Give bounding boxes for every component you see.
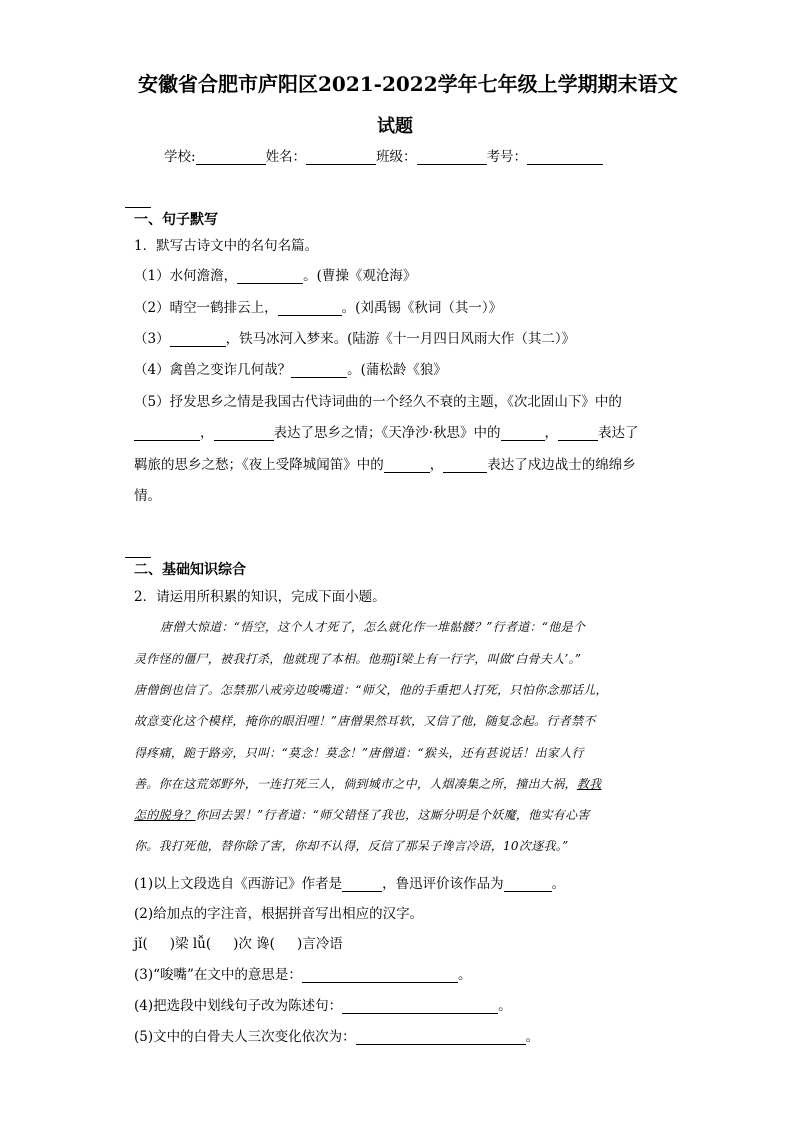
- comma-1: ，: [200, 425, 214, 441]
- school-field[interactable]: [196, 150, 266, 165]
- passage-line-6: [134, 775, 601, 792]
- q1-item-5-blank-1[interactable]: [134, 426, 200, 441]
- passage-line-7-text: 你回去罢！”行者道：“师父错怪了我也，这厮分明是个妖魔，他实有心害: [195, 808, 590, 822]
- q1-item-5-line3: [134, 453, 636, 473]
- sub-question-4: [134, 994, 512, 1014]
- section1-heading: 一、句子默写: [134, 212, 218, 228]
- sub-question-4-text: (4)把选段中划线句子改为陈述句：: [134, 998, 343, 1014]
- section2-heading: 二、基础知识综合: [134, 562, 246, 578]
- q1-item-5-text-2: 表达了思乡之情；《天净沙·秋思》中的: [273, 425, 501, 441]
- q1-item-3: [134, 327, 575, 347]
- q1-item-5-blank-2[interactable]: [214, 426, 274, 441]
- number-label: 考号：: [486, 149, 528, 165]
- sub-question-5: [134, 1025, 539, 1045]
- passage-line-2: 灵作怪的僵尸，被我打杀，他就现了本相。他那jǐ梁上有一行字，叫做‘白骨夫人’。”: [134, 652, 582, 666]
- q1-item-5-line4: 情。: [134, 488, 161, 504]
- q1-item-3-blank[interactable]: [170, 332, 226, 347]
- sub-question-1-text-2: ，鲁迅评价该作品为: [382, 876, 504, 892]
- sub-question-3-blank[interactable]: [302, 968, 458, 983]
- q1-item-4-source: 。(蒲松龄《狼》: [347, 362, 447, 378]
- student-info-line: [164, 145, 603, 165]
- q1-item-1-blank[interactable]: [237, 269, 303, 284]
- comma-3: ，: [429, 457, 444, 473]
- q1-item-2: [134, 296, 502, 316]
- q1-item-5-text-3: 表达了: [598, 425, 639, 441]
- underlined-sentence-part-1: 教我: [576, 777, 602, 791]
- q1-item-5-line2: [134, 421, 639, 441]
- sub-question-3-end: 。: [457, 967, 472, 983]
- passage-line-6-text: 善。你在这荒郊野外，一连打死三人，倘到城市之中，人烟凑集之所，撞出大祸，: [134, 777, 577, 791]
- sub-question-5-blank[interactable]: [356, 1030, 526, 1045]
- name-label: 姓名：: [265, 149, 307, 165]
- q1-item-5-blank-5[interactable]: [384, 458, 430, 473]
- sub-question-5-text: (5)文中的白骨夫人三次变化依次为：: [134, 1029, 356, 1045]
- sub-question-5-end: 。: [525, 1029, 540, 1045]
- q1-item-2-source: 。(刘禹锡《秋词（其一）》: [341, 300, 503, 316]
- section1-divider: [125, 207, 151, 208]
- q1-item-5-text-5: 表达了戍边战士的绵绵乡: [487, 457, 636, 473]
- pinyin-ji: jǐ(: [134, 936, 148, 952]
- section2-divider: [125, 557, 151, 558]
- page-title-line2: 试题: [377, 116, 413, 137]
- char-chan: )次 谗(: [233, 936, 275, 952]
- q1-item-5-blank-4[interactable]: [558, 426, 598, 441]
- passage-line-5: 得疼痛，跪于路旁，只叫：“莫念！莫念！”唐僧道：“猴头，还有甚说话！出家人行: [134, 746, 584, 760]
- q1-item-3-source: ，铁马冰河入梦来。(陆游《十一月四日风雨大作（其二）》: [225, 331, 576, 347]
- q1-item-5-blank-6[interactable]: [443, 458, 487, 473]
- question-2: 2．请运用所积累的知识，完成下面小题。: [134, 589, 386, 605]
- class-label: 班级：: [376, 149, 417, 165]
- number-field[interactable]: [527, 150, 603, 165]
- sub-question-1-blank-1[interactable]: [342, 877, 382, 892]
- sub-question-4-blank[interactable]: [342, 999, 498, 1014]
- sub-question-1: [134, 872, 565, 892]
- sub-question-3: [134, 963, 471, 983]
- school-label: 学校:: [164, 149, 196, 165]
- q1-item-5-line1: （5）抒发思乡之情是我国古代诗词曲的一个经久不衰的主题，《次北固山下》中的: [134, 394, 622, 410]
- q1-item-4: [134, 358, 447, 378]
- passage-line-1: 唐僧大惊道：“悟空，这个人才死了，怎么就化作一堆骷髅？”行者道：“他是个: [160, 620, 586, 634]
- comma-2: ，: [544, 425, 559, 441]
- q1-item-4-blank[interactable]: [291, 363, 347, 378]
- sub-question-1-text: (1)以上文段选自《西游记》作者是: [134, 876, 343, 892]
- sub-question-1-blank-2[interactable]: [504, 877, 552, 892]
- q1-item-3-text: （3）: [134, 331, 170, 347]
- class-field[interactable]: [417, 150, 487, 165]
- q1-item-1-text: （1）水何澹澹，: [134, 268, 238, 284]
- name-field[interactable]: [306, 150, 376, 165]
- passage-line-3: 唐僧倒也信了。怎禁那八戒旁边唆嘴道：“师父，他的手重把人打死，只怕你念那话儿，: [134, 683, 608, 697]
- pinyin-lu: )梁 lǚ(: [169, 936, 212, 952]
- passage-line-7: [134, 806, 590, 823]
- sub-question-2: (2)给加点的字注音，根据拼音写出相应的汉字。: [134, 906, 424, 922]
- passage-line-8: 你。我打死他，替你除了害，你却不认得，反信了那呆子谗言冷语，10次逐我。”: [134, 839, 569, 853]
- q1-item-4-text: （4）禽兽之变诈几何哉？: [134, 362, 292, 378]
- passage-line-4: 故意变化这个模样，掩你的眼泪哩！”唐僧果然耳软，又信了他，随复念起。行者禁不: [134, 714, 596, 728]
- q1-item-2-text: （2）晴空一鹤排云上，: [134, 300, 278, 316]
- sub-question-1-end: 。: [551, 876, 566, 892]
- page-title-line1: 安徽省合肥市庐阳区2021-2022学年七年级上学期期末语文: [138, 72, 678, 96]
- question-1: 1．默写古诗文中的名句名篇。: [134, 238, 319, 254]
- sub-question-4-end: 。: [498, 998, 512, 1014]
- q1-item-2-blank[interactable]: [278, 301, 342, 316]
- q1-item-5-text-4: 羁旅的思乡之愁；《夜上受降城闻笛》中的: [134, 457, 384, 473]
- sub-question-2-answers: [134, 932, 343, 952]
- sub-question-3-text: (3)“唆嘴”在文中的意思是：: [134, 967, 302, 983]
- q1-item-1: [134, 264, 416, 284]
- q1-item-1-source: 。(曹操《观沧海》: [303, 268, 417, 284]
- phrase-end: )言冷语: [296, 936, 343, 952]
- q1-item-5-blank-3[interactable]: [501, 426, 545, 441]
- underlined-sentence-part-2: 怎的脱身？: [134, 808, 196, 822]
